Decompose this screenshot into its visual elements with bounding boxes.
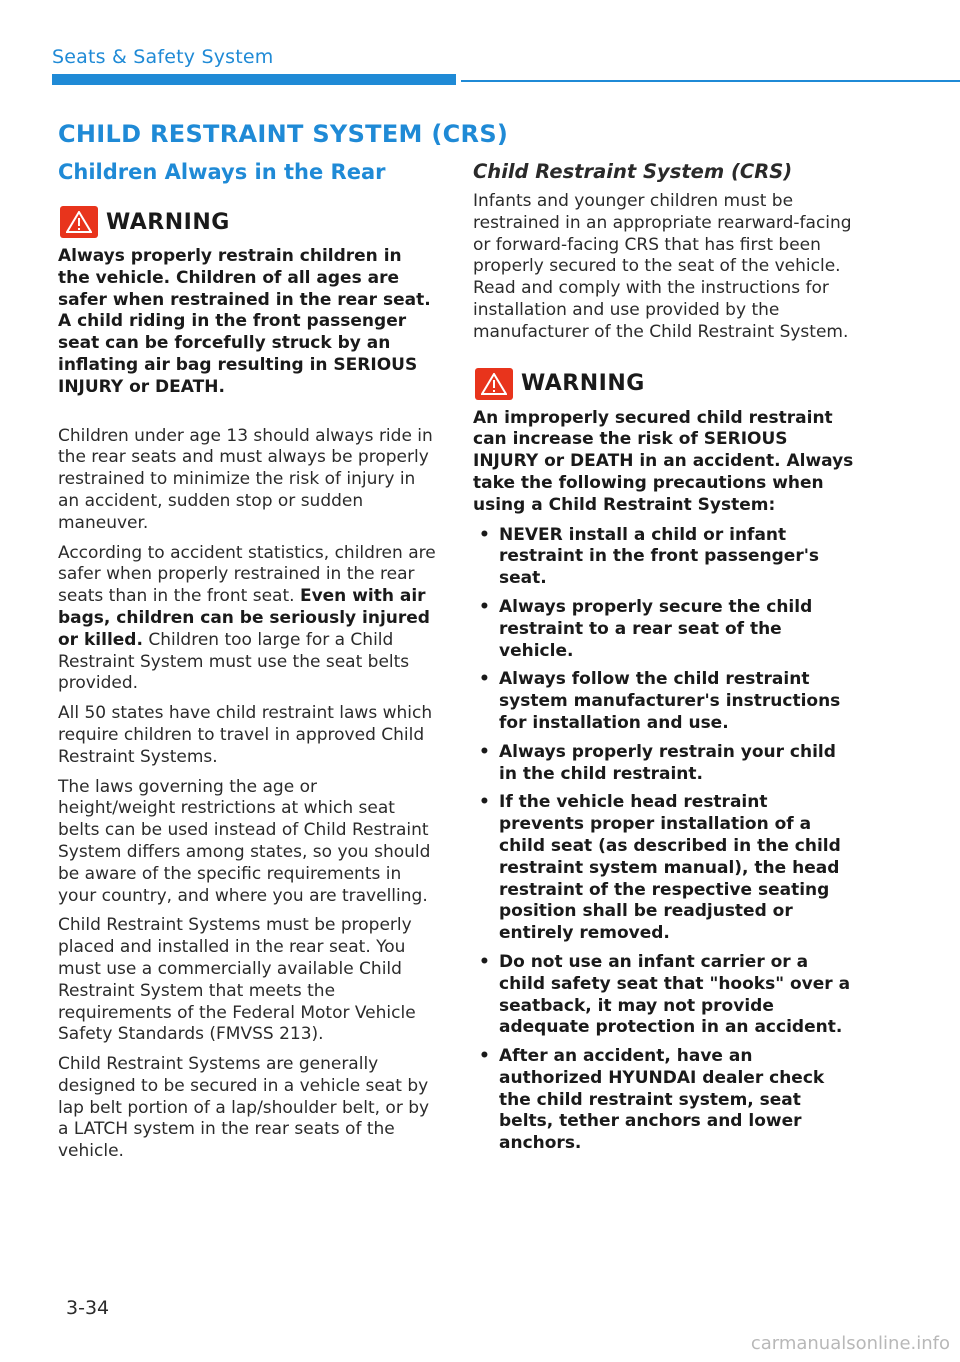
warning-label: WARNING [521, 371, 645, 397]
list-item [473, 669, 858, 734]
left-column [58, 160, 436, 1171]
list-item [473, 792, 858, 945]
bullet-icon: • [479, 1046, 490, 1067]
paragraph: All 50 states have child restraint laws which require children to travel in approved Child Restraint Systems. [58, 703, 433, 767]
list-item-text: After an accident, have an authorized HYUNDAI dealer check the child restraint system, seat belts, tether anchors and lower anchors. [499, 1046, 825, 1154]
header-section-title: Seats & Safety System [52, 46, 274, 68]
list-item-text: Always follow the child restraint system manufacturer's instructions for installation and use. [499, 669, 841, 733]
paragraph-text: According to accident statistics, children are safer when properly restrained in the rear seats than in the front seat. [58, 542, 436, 607]
list-item-text: If the vehicle head restraint prevents proper installation of a child seat (as described in the child restraint system manual), the head restraint of the respective seating position shall be readjusted or entirely removed. [499, 792, 841, 944]
bullet-icon: • [479, 792, 490, 813]
list-item [473, 952, 858, 1039]
warning-triangle-icon [475, 368, 513, 400]
list-item-text: Always properly restrain your child in the child restraint. [499, 741, 836, 784]
paragraph-text: Children too large for a Child Restraint System must use the seat belts provided. [58, 629, 410, 694]
bullet-icon: • [479, 669, 490, 690]
page-number: 3-34 [66, 1297, 110, 1319]
warning-text: An improperly secured child restraint can increase the risk of SERIOUS INJURY or DEATH in an accident. Always take the following precautions when using a Child Restraint System: [473, 407, 854, 515]
paragraph: Child Restraint Systems must be properly placed and installed in the rear seat. You must use a commercially available Child Restraint System that meets the requirements of the Federal Motor Vehicle Safety Standards (FMVSS 213). [58, 915, 416, 1045]
bullet-icon: • [479, 596, 490, 617]
paragraph: The laws governing the age or height/weight restrictions at which seat belts can be used instead of Child Restraint System differs among states, so you should be aware of the specific requirements in your country, and where you are travelling. [58, 776, 431, 906]
warning-text: Always properly restrain children in the vehicle. Children of all ages are safer when restrained in the rear seat. A child riding in the front passenger seat can be forcefully struck by an inflating air bag resulting in SERIOUS INJURY or DEATH. [58, 246, 431, 397]
list-item [473, 1046, 858, 1155]
bullet-icon: • [479, 741, 490, 762]
page-title: CHILD RESTRAINT SYSTEM (CRS) [58, 120, 509, 148]
list-item-text: Do not use an infant carrier or a child safety seat that "hooks" over a seatback, it may not provide adequate protection in an accident. [499, 951, 851, 1038]
bullet-icon: • [479, 524, 490, 545]
paragraph: Infants and younger children must be restrained in an appropriate rearward-facing or forward-facing CRS that has first been properly secured to the seat of the vehicle. Read and comply with the instructions for installation and use provided by the manufacturer of the Child Restraint System. [473, 191, 852, 342]
watermark: carmanualsonline.info [750, 1333, 950, 1354]
paragraph: Children under age 13 should always ride in the rear seats and must always be properly restrained to minimize the risk of injury in an accident, sudden stop or sudden maneuver. [58, 425, 433, 533]
bullet-icon: • [479, 951, 490, 972]
paragraph-emphasis: Even with air bags, children can be seriously injured or killed. [58, 586, 430, 650]
warning-header [475, 368, 858, 400]
header-bar [52, 74, 456, 85]
warning-triangle-icon [60, 206, 98, 238]
header-rule [461, 80, 960, 82]
warning-header [60, 206, 436, 238]
right-column [473, 160, 858, 1162]
list-item-text: Always properly secure the child restraint to a rear seat of the vehicle. [499, 596, 813, 661]
left-subheading: Children Always in the Rear [58, 160, 386, 184]
paragraph: Child Restraint Systems are generally designed to be secured in a vehicle seat by lap belt portion of a lap/shoulder belt, or by a LATCH system in the rear seats of the vehicle. [58, 1054, 430, 1162]
list-item [473, 597, 858, 662]
warning-label: WARNING [106, 209, 230, 235]
paragraph [58, 543, 436, 696]
precaution-list [473, 525, 858, 1156]
list-item [473, 525, 858, 590]
list-item-text: NEVER install a child or infant restraint in the front passenger's seat. [499, 524, 820, 589]
right-subheading: Child Restraint System (CRS) [473, 160, 793, 183]
list-item [473, 742, 858, 786]
